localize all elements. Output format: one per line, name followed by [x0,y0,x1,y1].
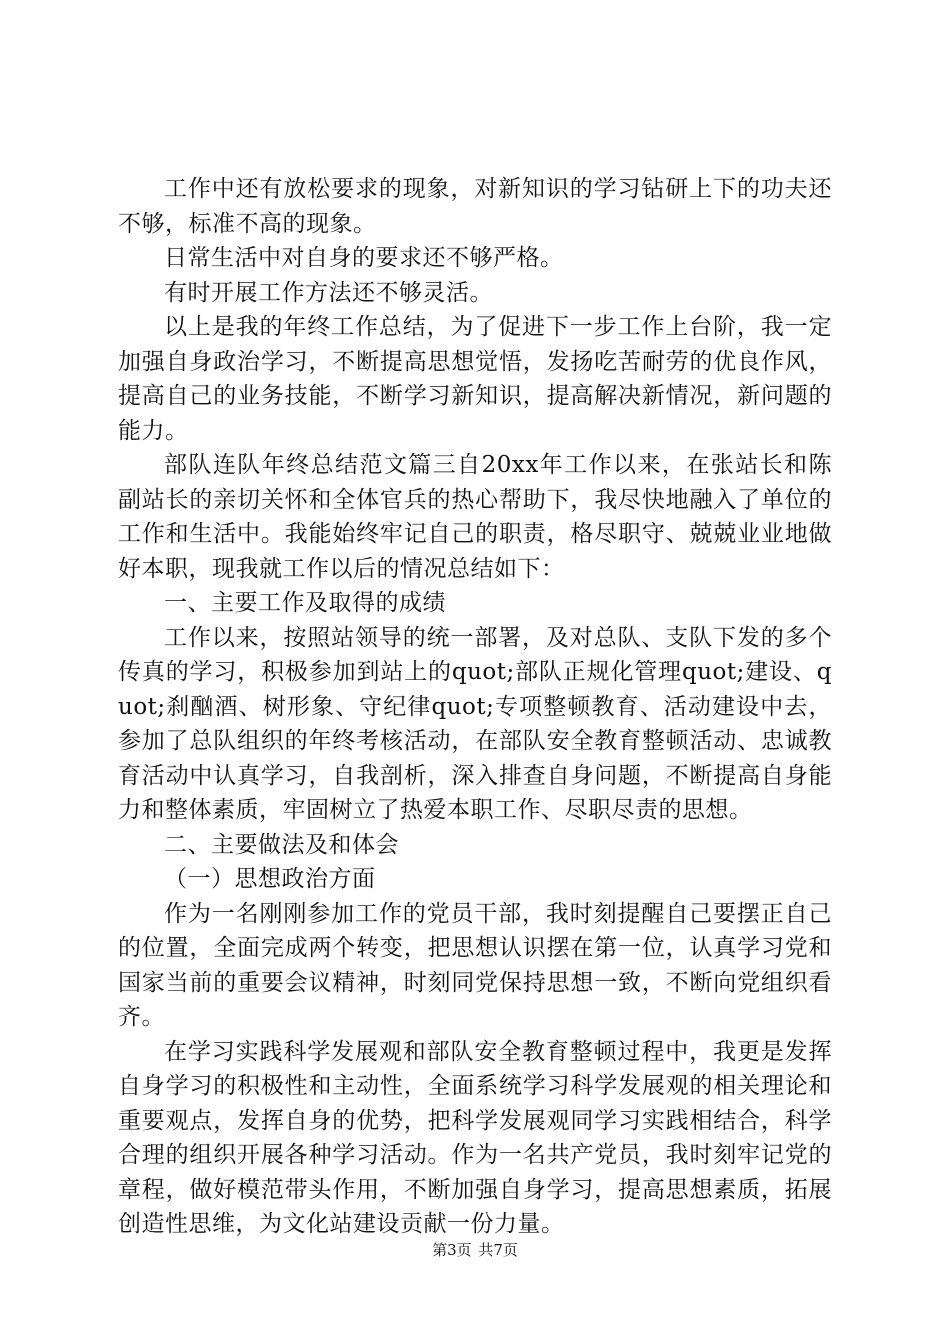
paragraph: 有时开展工作方法还不够灵活。 [164,279,493,306]
paragraph: 日常生活中对自身的要求还不够严格。 [164,245,564,271]
page-footer [0,1240,950,1260]
paragraph: 工作中还有放松要求的现象，对新知识的学习钻研上下的功夫还不够，标准不高的现象。 [118,176,832,237]
subsection-heading: （一）思想政治方面 [164,866,376,892]
page-number: 第3页 [432,1241,472,1259]
document-body [118,172,832,1242]
paragraph: 工作以来，按照站领导的统一部署，及对总队、支队下发的多个传真的学习，积极参加到站上的quot;部队正规化管理quot;建设、quot;刹酗酒、树形象、守纪律quot;专项整顿教育、活动建设中去，参加了总队组织的年终考核活动，在部队安全教育整顿活动、忠诚教育活动中认真学习，自我剖析，深入排查自身问题，不断提高自身能力和整体素质，牢固树立了热爱本职工作、尽职尽责的思想。 [118,624,832,823]
paragraph: 在学习实践科学发展观和部队安全教育整顿过程中，我更是发挥自身学习的积极性和主动性，全面系统学习科学发展观的相关理论和重要观点，发挥自身的优势，把科学发展观同学习实践相结合，科学合理的组织开展各种学习活动。作为一名共产党员，我时刻牢记党的章程，做好模范带头作用，不断加强自身学习，提高思想素质，拓展创造性思维，为文化站建设贡献一份力量。 [118,1038,832,1237]
section-heading: 一、主要工作及取得的成绩 [164,590,446,616]
paragraph: 以上是我的年终工作总结，为了促进下一步工作上台阶，我一定加强自身政治学习，不断提高思想觉悟，发扬吃苦耐劳的优良作风，提高自己的业务技能，不断学习新知识，提高解决新情况，新问题的能力。 [118,314,832,444]
section-heading: 二、主要做法及和体会 [164,831,399,858]
paragraph: 部队连队年终总结范文篇三自20xx年工作以来，在张站长和陈副站长的亲切关怀和全体官兵的热心帮助下，我尽快地融入了单位的工作和生活中。我能始终牢记自己的职责，格尽职守、兢兢业业地做好本职，现我就工作以后的情况总结如下： [118,452,832,582]
page-total: 共7页 [478,1241,518,1259]
paragraph: 作为一名刚刚参加工作的党员干部，我时刻提醒自己要摆正自己的位置，全面完成两个转变，把思想认识摆在第一位，认真学习党和国家当前的重要会议精神，时刻同党保持思想一致，不断向党组织看齐。 [118,900,832,1030]
